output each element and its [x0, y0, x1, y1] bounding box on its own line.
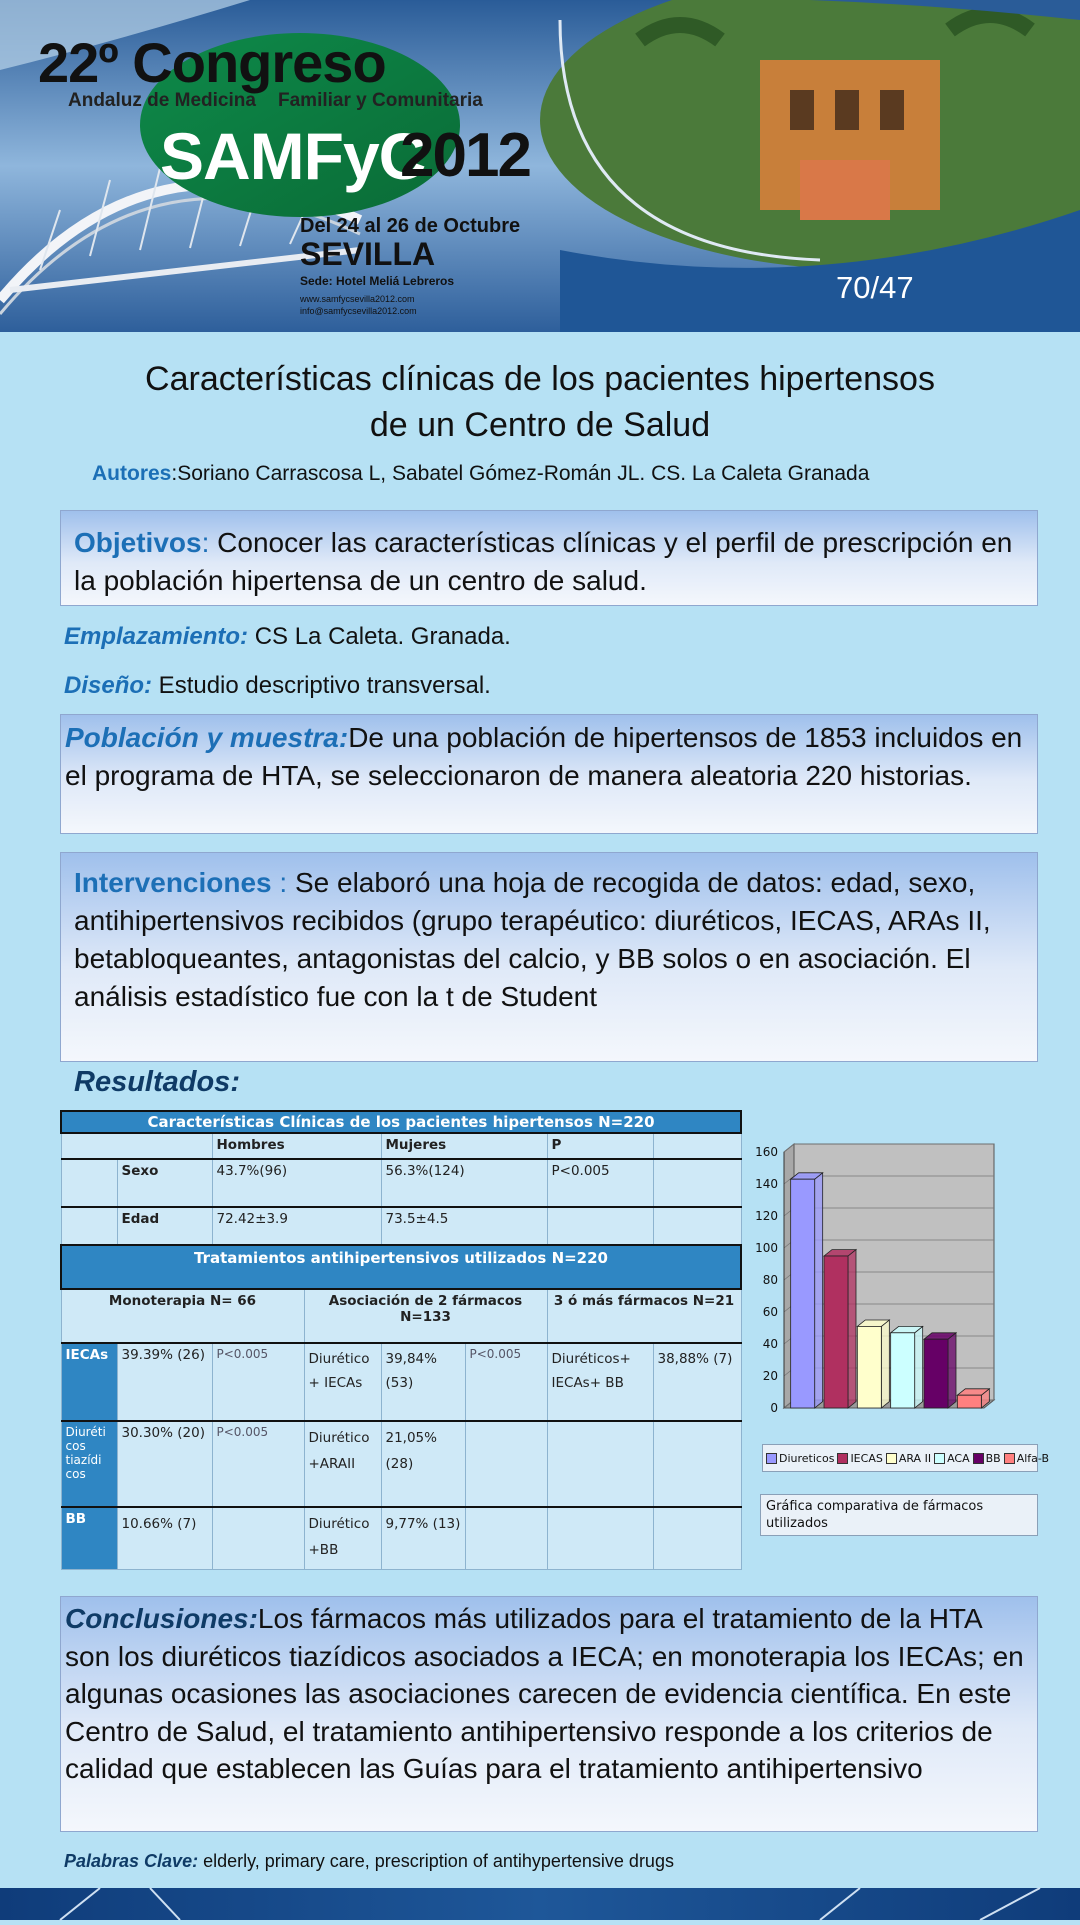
legend-label: ACA	[947, 1451, 970, 1465]
congress-year: 2012	[400, 121, 530, 190]
chart-y-tick-label: 100	[755, 1241, 778, 1255]
asoc-name: Diurético +BB	[304, 1507, 381, 1569]
authors-label: Autores	[92, 462, 172, 485]
legend-item	[973, 1452, 1001, 1465]
legend-label: Diureticos	[779, 1451, 835, 1465]
congress-email[interactable]: info@samfycsevilla2012.com	[300, 306, 417, 316]
emplazamiento-label: Emplazamiento:	[64, 623, 249, 650]
mono-value: 10.66% (7)	[117, 1507, 212, 1569]
table-cell-empty	[653, 1159, 741, 1207]
mono-p: P<0.005	[212, 1343, 304, 1421]
tres-name: Diuréticos+ IECAs+ BB	[547, 1343, 653, 1421]
chart-y-tick-label: 140	[755, 1177, 778, 1191]
congress-city: SEVILLA	[300, 236, 436, 272]
legend-swatch	[837, 1453, 848, 1464]
chart-y-tick-label: 160	[755, 1145, 778, 1159]
sexo-p: P<0.005	[547, 1159, 653, 1207]
conclusiones-label: Conclusiones:	[65, 1603, 258, 1634]
mono-p: P<0.005	[212, 1421, 304, 1507]
chart-bar-side	[881, 1320, 889, 1408]
palabras-clave-text: elderly, primary care, prescription of antihypertensive drugs	[198, 1851, 674, 1871]
chart-bar-side	[815, 1173, 823, 1408]
table-cell-empty	[653, 1133, 741, 1159]
legend-label: BB	[985, 1451, 1001, 1465]
diseno-text: Estudio descriptivo transversal.	[152, 672, 491, 699]
congress-dates: Del 24 al 26 de Octubre	[300, 215, 521, 237]
asoc-value: 9,77% (13)	[381, 1507, 465, 1569]
col-mujeres: Mujeres	[381, 1133, 547, 1159]
poblacion-text: De una población de hipertensos de 1853 incluidos en el programa de HTA, se seleccionaron de manera aleatoria 220 historias.	[65, 722, 1023, 791]
table-title-2: Tratamientos antihipertensivos utilizados N=220	[61, 1245, 741, 1289]
legend-swatch	[973, 1453, 984, 1464]
chart-y-tick-label: 20	[762, 1369, 778, 1383]
results-table	[60, 1110, 742, 1570]
objetivos-text: Conocer las características clínicas y el perfil de prescripción en la población hipertensa de un centro de salud.	[74, 527, 1013, 596]
resultados-heading: Resultados:	[74, 1066, 240, 1098]
palabras-clave-label: Palabras Clave:	[64, 1851, 199, 1871]
table-cell-empty	[547, 1207, 653, 1245]
intervenciones-label: Intervenciones	[74, 867, 272, 898]
row-edad-label: Edad	[117, 1207, 212, 1245]
header-banner	[0, 0, 1080, 332]
chart-y-tick-label: 120	[755, 1209, 778, 1223]
poster-title	[0, 356, 1080, 448]
palabras-clave-line	[64, 1851, 674, 1872]
chart-bar	[824, 1256, 848, 1408]
intervenciones-box	[60, 852, 1038, 1062]
sexo-mujeres: 56.3%(124)	[381, 1159, 547, 1207]
chart-legend	[762, 1444, 1050, 1472]
drug-bar-chart	[748, 1128, 1006, 1428]
mono-value: 30.30% (20)	[117, 1421, 212, 1507]
poster-id: 70/47	[836, 270, 914, 305]
objetivos-label: Objetivos	[74, 527, 202, 558]
asoc-p	[465, 1507, 547, 1569]
title-line-1: Características clínicas de los pacientes hipertensos	[145, 360, 935, 398]
chart-y-tick-label: 60	[762, 1305, 778, 1319]
chart-bar	[891, 1333, 915, 1408]
intervenciones-text: Se elaboró una hoja de recogida de datos: edad, sexo, antihipertensivos recibidos (grupo terapéutico: diuréticos, IECAS, ARAs II, betabloqueantes, antagonistas del calcio, y BB solos o en asociación. El análisis estadístico fue con la t de Student	[74, 867, 991, 1012]
row-drug-label: IECAs	[61, 1343, 117, 1421]
congress-subtitle-left: Andaluz de Medicina	[68, 90, 256, 111]
legend-swatch	[766, 1453, 777, 1464]
asoc-name: Diurético +ARAII	[304, 1421, 381, 1507]
row-sexo-label: Sexo	[117, 1159, 212, 1207]
legend-item	[934, 1452, 970, 1465]
chart-bar-side	[915, 1326, 923, 1408]
table-cell-empty	[61, 1133, 212, 1159]
chart-y-tick-label: 0	[770, 1401, 778, 1415]
authors-text: :Soriano Carrascosa L, Sabatel Gómez-Román JL. CS. La Caleta Granada	[171, 462, 870, 485]
chart-bar	[924, 1339, 948, 1408]
legend-swatch	[886, 1453, 897, 1464]
emplazamiento-text: CS La Caleta. Granada.	[248, 623, 511, 650]
legend-item	[886, 1452, 931, 1465]
diseno-line	[64, 672, 491, 700]
chart-y-tick-label: 80	[762, 1273, 778, 1287]
objetivos-sep: :	[201, 527, 218, 558]
congress-subtitle-right: Familiar y Comunitaria	[278, 90, 483, 111]
edad-hombres: 72.42±3.9	[212, 1207, 381, 1245]
legend-swatch	[934, 1453, 945, 1464]
objetivos-box	[60, 510, 1038, 606]
col-p: P	[547, 1133, 653, 1159]
table-cell-empty	[653, 1207, 741, 1245]
poblacion-label: Población y muestra:	[65, 722, 349, 753]
asoc-name: Diurético + IECAs	[304, 1343, 381, 1421]
mono-value: 39.39% (26)	[117, 1343, 212, 1421]
congress-website[interactable]: www.samfycsevilla2012.com	[300, 294, 415, 304]
asoc-value: 39,84% (53)	[381, 1343, 465, 1421]
asoc-p	[465, 1421, 547, 1507]
results-table-wrap	[60, 1110, 740, 1570]
legend-item	[766, 1452, 834, 1465]
legend-item	[837, 1452, 882, 1465]
tres-value	[653, 1507, 741, 1569]
chart-bar-side	[848, 1250, 856, 1408]
legend-label: Alfa-B	[1016, 1451, 1050, 1465]
mono-p	[212, 1507, 304, 1569]
chart-bar	[857, 1326, 881, 1408]
tres-name	[547, 1507, 653, 1569]
org-logo-text: SAMFyC	[160, 119, 426, 193]
col-monoterapia: Monoterapia N= 66	[61, 1289, 304, 1343]
edad-mujeres: 73.5±4.5	[381, 1207, 547, 1245]
chart-bar	[791, 1179, 815, 1408]
footer-graphic	[0, 1888, 1080, 1920]
chart-y-tick-label: 40	[762, 1337, 778, 1351]
tres-name	[547, 1421, 653, 1507]
asoc-p: P<0.005	[465, 1343, 547, 1421]
emplazamiento-line	[64, 623, 511, 651]
table-cell-empty	[61, 1207, 117, 1245]
conclusiones-box	[60, 1596, 1038, 1832]
title-line-2: de un Centro de Salud	[369, 406, 711, 444]
diseno-label: Diseño:	[64, 672, 153, 699]
footer-band	[0, 1888, 1080, 1920]
chart-bar	[957, 1395, 981, 1408]
col-asociacion: Asociación de 2 fármacos N=133	[304, 1289, 547, 1343]
row-drug-label: BB	[61, 1507, 117, 1569]
col-hombres: Hombres	[212, 1133, 381, 1159]
asoc-value: 21,05% (28)	[381, 1421, 465, 1507]
sexo-hombres: 43.7%(96)	[212, 1159, 381, 1207]
congress-venue: Sede: Hotel Meliá Lebreros	[300, 274, 455, 288]
legend-label: IECAS	[850, 1451, 883, 1465]
chart-caption: Gráfica comparativa de fármacos utilizados	[760, 1494, 1038, 1536]
legend-item	[1004, 1452, 1049, 1465]
congress-number: 22º Congreso	[38, 31, 386, 94]
tres-value	[653, 1421, 741, 1507]
poblacion-box	[60, 714, 1038, 834]
row-drug-label: Diuréti cos tiazídi cos	[61, 1421, 117, 1507]
legend-swatch	[1004, 1453, 1015, 1464]
chart-bar-side	[948, 1333, 956, 1408]
intervenciones-sep: :	[271, 867, 295, 898]
tres-value: 38,88% (7)	[653, 1343, 741, 1421]
conclusiones-text: Los fármacos más utilizados para el tratamiento de la HTA son los diuréticos tiazídicos asociados a IECA; en monoterapia los IECAs; en algunas ocasiones las asociaciones carecen de evidencia científica. En este Centro de Salud, el tratamiento antihipertensivo responde a los criterios de calidad que establecen las Guías para el tratamiento antihipertensivo	[65, 1603, 1024, 1784]
legend-label: ARA II	[898, 1451, 932, 1465]
authors-line	[92, 462, 869, 486]
col-tres-farmacos: 3 ó más fármacos N=21	[547, 1289, 741, 1343]
table-cell-empty	[61, 1159, 117, 1207]
table-title-1: Características Clínicas de los pacientes hipertensos N=220	[61, 1111, 741, 1133]
